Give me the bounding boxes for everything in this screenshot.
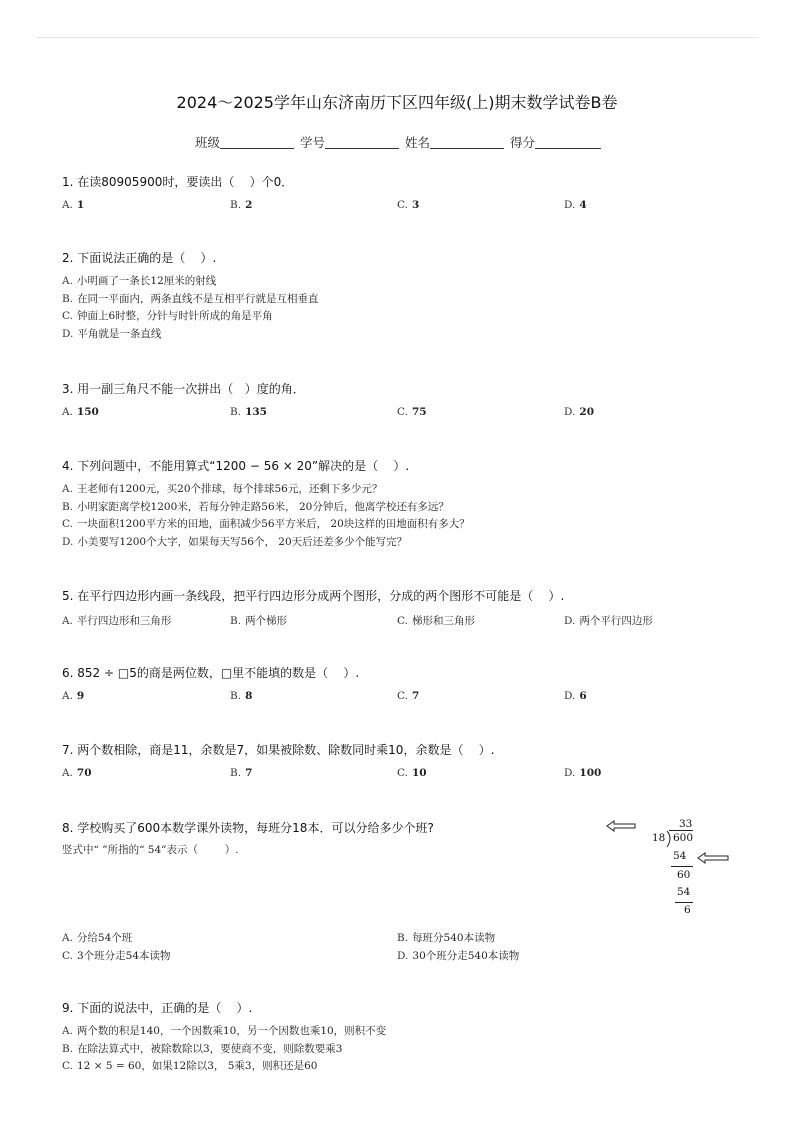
question-stem: 9. 下面的说法中，正确的是（ ）. xyxy=(62,1001,253,1015)
option-row xyxy=(62,690,742,706)
option-row xyxy=(62,406,742,422)
student-id-label: 学号 xyxy=(299,135,325,150)
question-1 xyxy=(62,174,742,215)
question-9 xyxy=(62,1000,742,1076)
option-a[interactable]: A. 9 xyxy=(62,690,85,702)
division-step-1: 54 xyxy=(673,850,687,862)
option-grid xyxy=(62,930,742,966)
question-stem: 1. 在读80905900时，要读出（ ）个0． xyxy=(62,175,294,189)
option-a[interactable]: A. 王老师有1200元，买20个排球，每个排球56元，还剩下多少元？ xyxy=(62,483,383,495)
option-a[interactable]: A. 小明画了一条长12厘米的射线 xyxy=(62,275,217,287)
question-stem: 2. 下面说法正确的是（ ）. xyxy=(62,251,217,265)
option-c[interactable]: C. 7 xyxy=(397,690,420,702)
question-3 xyxy=(62,381,742,422)
question-stem: 5. 在平行四边形内画一条线段，把平行四边形分成两个图形，分成的两个图形不可能是（ ）. xyxy=(62,589,565,603)
division-step-2: 54 xyxy=(677,886,691,898)
option-b[interactable]: B. 8 xyxy=(230,690,253,702)
question-stem: 8. 学校购买了600本数学课外读物，每班分18本．可以分给多少个班? xyxy=(62,821,434,835)
option-list xyxy=(62,481,742,551)
division-divisor: 18 xyxy=(652,832,666,844)
question-stem: 4. 下列问题中，不能用算式“1200 − 56 × 20”解决的是（ ）. xyxy=(62,459,410,473)
left-arrow-icon xyxy=(696,851,730,865)
student-info-line xyxy=(0,133,794,151)
option-a[interactable]: A. 平行四边形和三角形 xyxy=(62,615,172,627)
question-2 xyxy=(62,250,742,343)
division-line-2 xyxy=(675,902,693,903)
question-stem: 3. 用一副三角尺不能一次拼出（ ）度的角． xyxy=(62,382,305,396)
option-a[interactable]: A. 1 xyxy=(62,199,85,211)
score-label: 得分 xyxy=(509,135,535,150)
option-d[interactable]: D. 20 xyxy=(564,406,595,418)
option-a[interactable]: A. 150 xyxy=(62,406,99,418)
option-list xyxy=(62,1023,742,1076)
option-b[interactable]: B. 小明家距离学校1200米，若每分钟走路56米， 20分钟后，他离学校还有多远？ xyxy=(62,500,449,513)
option-c[interactable]: C. 一块面积1200平方米的田地，面积减少56平方米后， 20块这样的田地面积有多大？ xyxy=(62,518,470,530)
option-c[interactable]: C. 3个班分走54本读物 xyxy=(62,950,171,962)
option-list xyxy=(62,273,742,343)
option-d[interactable]: D. 6 xyxy=(564,690,587,702)
option-c[interactable]: C. 75 xyxy=(397,406,427,418)
left-arrow-icon xyxy=(605,819,637,833)
name-blank[interactable] xyxy=(430,136,504,149)
option-c[interactable]: C. 10 xyxy=(397,767,427,779)
division-line-1 xyxy=(671,866,693,867)
option-row xyxy=(62,613,742,629)
question-stem: 6. 852 ÷ □5的商是两位数，□里不能填的数是（ ）. xyxy=(62,666,360,680)
option-d[interactable]: D. 两个平行四边形 xyxy=(564,615,653,627)
option-d[interactable]: D. 4 xyxy=(564,199,587,211)
option-row xyxy=(62,767,742,783)
header-divider xyxy=(36,37,758,38)
division-bar xyxy=(669,830,693,831)
option-row xyxy=(62,199,742,215)
question-4 xyxy=(62,458,742,551)
class-label: 班级 xyxy=(194,135,220,150)
page-title: 2024～2025学年山东济南历下区四年级(上)期末数学试卷B卷 xyxy=(176,93,618,112)
option-b[interactable]: B. 在同一平面内，两条直线不是互相平行就是互相垂直 xyxy=(62,292,319,305)
question-subtext: 竖式中“ ”所指的“ 54”表示（ ）. xyxy=(62,844,239,856)
option-c[interactable]: C. 梯形和三角形 xyxy=(397,615,475,627)
question-6 xyxy=(62,665,742,706)
option-c[interactable]: C. 钟面上6时整，分针与时针所成的角是平角 xyxy=(62,310,273,322)
name-label: 姓名 xyxy=(404,135,430,150)
question-5 xyxy=(62,588,742,629)
option-d[interactable]: D. 小美要写1200个大字，如果每天写56个， 20天后还差多少个能写完？ xyxy=(62,535,408,548)
option-c[interactable]: C. 3 xyxy=(397,199,420,211)
question-8 xyxy=(62,820,742,857)
division-remainder-2: 6 xyxy=(684,904,691,916)
option-b[interactable]: B. 两个梯形 xyxy=(230,615,288,627)
division-quotient: 33 xyxy=(679,818,693,830)
option-b[interactable]: B. 2 xyxy=(230,199,253,211)
option-b[interactable]: B. 7 xyxy=(230,767,253,779)
option-b[interactable]: B. 在除法算式中，被除数除以3，要使商不变，则除数要乘3 xyxy=(62,1042,343,1055)
option-d[interactable]: D. 30个班分走540本读物 xyxy=(397,950,520,962)
division-dividend: 600 xyxy=(673,832,694,844)
question-stem: 7. 两个数相除，商是11，余数是7，如果被除数、除数同时乘10，余数是（ ）. xyxy=(62,743,495,757)
question-8-options xyxy=(62,930,742,966)
score-blank[interactable] xyxy=(535,136,601,149)
option-d[interactable]: D. 100 xyxy=(564,767,602,779)
option-b[interactable]: B. 135 xyxy=(230,406,267,418)
option-c[interactable]: C. 12 × 5 = 60，如果12除以3， 5乘3，则积还是60 xyxy=(62,1060,318,1072)
option-d[interactable]: D. 平角就是一条直线 xyxy=(62,327,162,340)
option-a[interactable]: A. 70 xyxy=(62,767,92,779)
student-id-blank[interactable] xyxy=(325,136,399,149)
option-b[interactable]: B. 每班分540本读物 xyxy=(397,932,496,944)
class-blank[interactable] xyxy=(220,136,294,149)
question-7 xyxy=(62,742,742,783)
division-remainder-1: 60 xyxy=(677,869,691,881)
option-a[interactable]: A. 两个数的积是140，一个因数乘10，另一个因数也乘10，则积不变 xyxy=(62,1025,387,1037)
option-a[interactable]: A. 分给54个班 xyxy=(62,932,133,944)
